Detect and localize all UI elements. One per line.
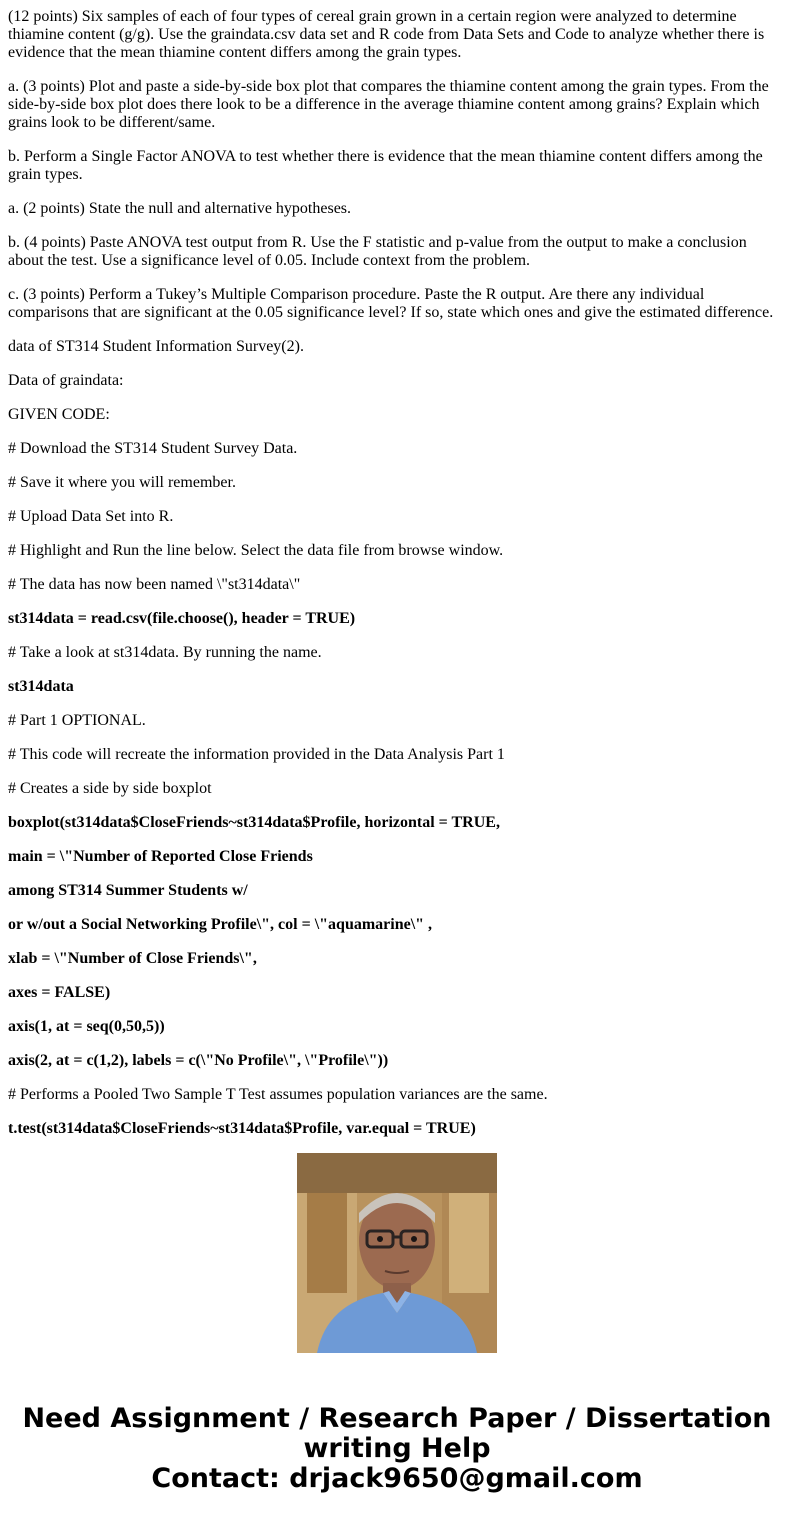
- text-paragraph: # Take a look at st314data. By running the name.: [8, 644, 322, 661]
- code-line: axis(1, at = seq(0,50,5)): [8, 1018, 165, 1035]
- text-paragraph: (12 points) Six samples of each of four types of cereal grain grown in a certain region were analyzed to determine thiamine content (g/g). Use the graindata.csv data set and R code from Data Sets and Code to analyze whether there is evidence that the mean thiamine content differs among the grain types.: [8, 8, 765, 61]
- text-paragraph: b. (4 points) Paste ANOVA test output from R. Use the F statistic and p-value from the output to make a conclusion about the test. Use a significance level of 0.05. Include context from the problem.: [8, 234, 747, 269]
- text-paragraph: # Download the ST314 Student Survey Data.: [8, 440, 298, 457]
- banner-line-3: Contact: drjack9650@gmail.com: [151, 1463, 643, 1494]
- text-paragraph: # Upload Data Set into R.: [8, 508, 174, 525]
- code-line: boxplot(st314data$CloseFriends~st314data$Profile, horizontal = TRUE,: [8, 814, 500, 831]
- text-paragraph: # The data has now been named \"st314data\": [8, 576, 301, 593]
- text-paragraph: Data of graindata:: [8, 372, 124, 389]
- code-line: st314data: [8, 678, 74, 695]
- code-line: axis(2, at = c(1,2), labels = c(\"No Profile\", \"Profile\")): [8, 1052, 389, 1069]
- text-paragraph: c. (3 points) Perform a Tukey’s Multiple Comparison procedure. Paste the R output. Are there any individual comparisons that are significant at the 0.05 significance level? If so, state which ones and give the estimated difference.: [8, 286, 774, 321]
- text-paragraph: a. (3 points) Plot and paste a side-by-side box plot that compares the thiamine content among the grain types. From the side-by-side box plot does there look to be a difference in the average thiamine content among grains? Explain which grains look to be different/same.: [8, 78, 769, 131]
- text-paragraph: # Creates a side by side boxplot: [8, 780, 212, 797]
- document-body: [8, 0, 786, 1137]
- code-line: t.test(st314data$CloseFriends~st314data$Profile, var.equal = TRUE): [8, 1120, 476, 1137]
- text-paragraph: b. Perform a Single Factor ANOVA to test whether there is evidence that the mean thiamine content differs among the grain types.: [8, 148, 763, 183]
- banner-line-1: Need Assignment / Research Paper / Dissertation: [22, 1403, 772, 1434]
- text-paragraph: # Save it where you will remember.: [8, 474, 236, 491]
- code-line: among ST314 Summer Students w/: [8, 882, 248, 899]
- code-line: main = \"Number of Reported Close Friends: [8, 848, 313, 865]
- text-paragraph: GIVEN CODE:: [8, 406, 110, 423]
- text-paragraph: a. (2 points) State the null and alternative hypotheses.: [8, 200, 352, 217]
- banner-line-2: writing Help: [303, 1433, 491, 1464]
- code-line: st314data = read.csv(file.choose(), header = TRUE): [8, 610, 356, 627]
- text-paragraph: # Highlight and Run the line below. Select the data file from browse window.: [8, 542, 504, 559]
- text-paragraph: # Performs a Pooled Two Sample T Test assumes population variances are the same.: [8, 1086, 548, 1103]
- text-paragraph: # Part 1 OPTIONAL.: [8, 712, 146, 729]
- text-paragraph: # This code will recreate the information provided in the Data Analysis Part 1: [8, 746, 505, 763]
- code-line: or w/out a Social Networking Profile\", col = \"aquamarine\" ,: [8, 916, 433, 933]
- text-paragraph: data of ST314 Student Information Survey(2).: [8, 338, 304, 355]
- person-photo: [297, 1153, 497, 1353]
- avatar: [297, 1153, 497, 1353]
- code-line: xlab = \"Number of Close Friends\",: [8, 950, 257, 967]
- contact-banner: [0, 1404, 794, 1494]
- code-line: axes = FALSE): [8, 984, 111, 1001]
